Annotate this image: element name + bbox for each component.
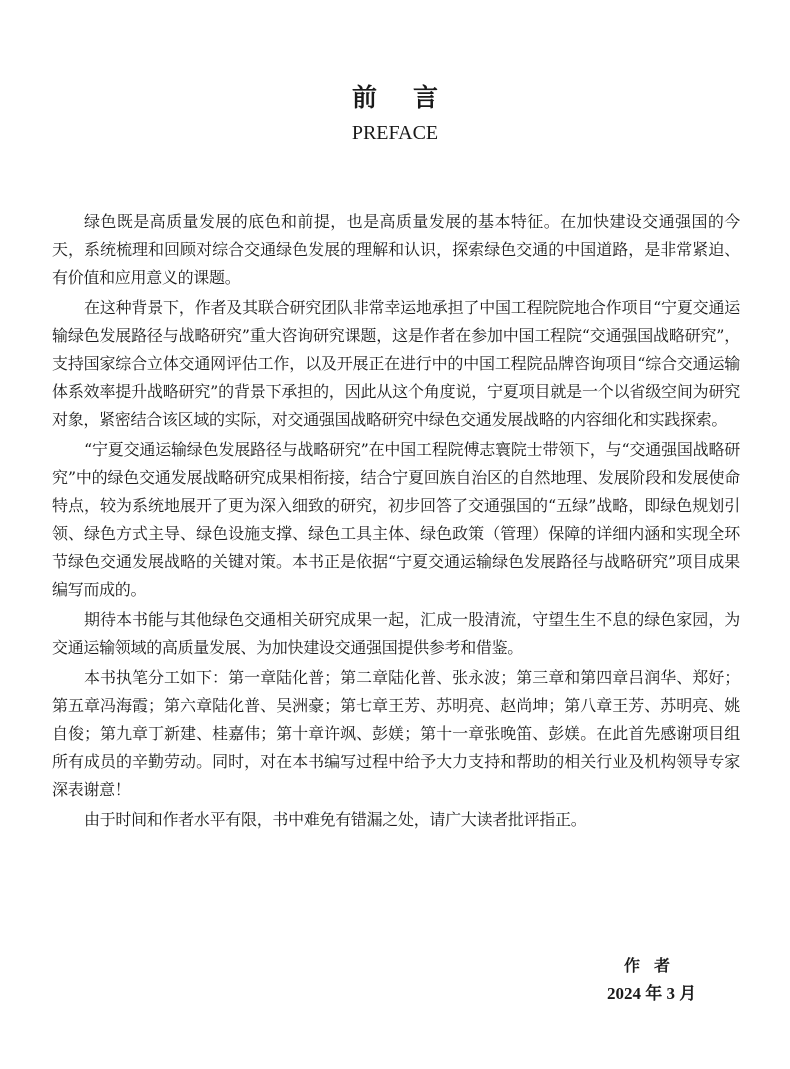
paragraph-2: 在这种背景下，作者及其联合研究团队非常幸运地承担了中国工程院院地合作项目“宁夏交通运输绿色发展路径与战略研究”重大咨询研究课题，这是作者在参加中国工程院“交通强国战略研究”，支持国家综合立体交通网评估工作，以及开展正在进行中的中国工程院品牌咨询项目“综合交通运输体系效率提升战略研究”的背景下承担的，因此从这个角度说，宁夏项目就是一个以省级空间为研究对象，紧密结合该区域的实际，对交通强国战略研究中绿色交通发展战略的内容细化和实践探索。 xyxy=(52,298,740,429)
signature-date: 2024 年 3 月 xyxy=(607,984,697,1003)
paragraph-4: 期待本书能与其他绿色交通相关研究成果一起，汇成一股清流，守望生生不息的绿色家园，为交通运输领域的高质量发展、为加快建设交通强国提供参考和借鉴。 xyxy=(52,610,740,657)
paragraph-3: “宁夏交通运输绿色发展路径与战略研究”在中国工程院傅志寰院士带领下，与“交通强国战略研究”中的绿色交通发展战略研究成果相衔接，结合宁夏回族自治区的自然地理、发展阶段和发展使命特点，较为系统地展开了更为深入细致的研究，初步回答了交通强国的“五绿”战略，即绿色规划引领、绿色方式主导、绿色设施支撑、绿色工具主体、绿色政策（管理）保障的详细内涵和实现全环节绿色交通发展战略的关键对策。本书正是依据“宁夏交通运输绿色发展路径与战略研究”项目成果编写而成的。 xyxy=(52,440,740,599)
signature-author: 作者 xyxy=(624,956,685,975)
paragraph-5: 本书执笔分工如下：第一章陆化普；第二章陆化普、张永波；第三章和第四章吕润华、郑好；第五章冯海霞；第六章陆化普、吴洲豪；第七章王芳、苏明亮、赵尚坤；第八章王芳、苏明亮、姚自俊；第九章丁新建、桂嘉伟；第十章许飒、彭媄；第十一章张晚笛、彭媄。在此首先感谢项目组所有成员的辛勤劳动。同时，对在本书编写过程中给予大力支持和帮助的相关行业及机构领导专家深表谢意！ xyxy=(52,668,740,799)
paragraph-1: 绿色既是高质量发展的底色和前提，也是高质量发展的基本特征。在加快建设交通强国的今天，系统梳理和回顾对综合交通绿色发展的理解和认识，探索绿色交通的中国道路，是非常紧迫、有价值和应用意义的课题。 xyxy=(52,212,740,287)
preface-body xyxy=(52,208,740,836)
page-subtitle: PREFACE xyxy=(351,122,439,144)
paragraph-6: 由于时间和作者水平有限，书中难免有错漏之处，请广大读者批评指正。 xyxy=(84,810,587,829)
page-title: 前言 xyxy=(351,83,474,112)
